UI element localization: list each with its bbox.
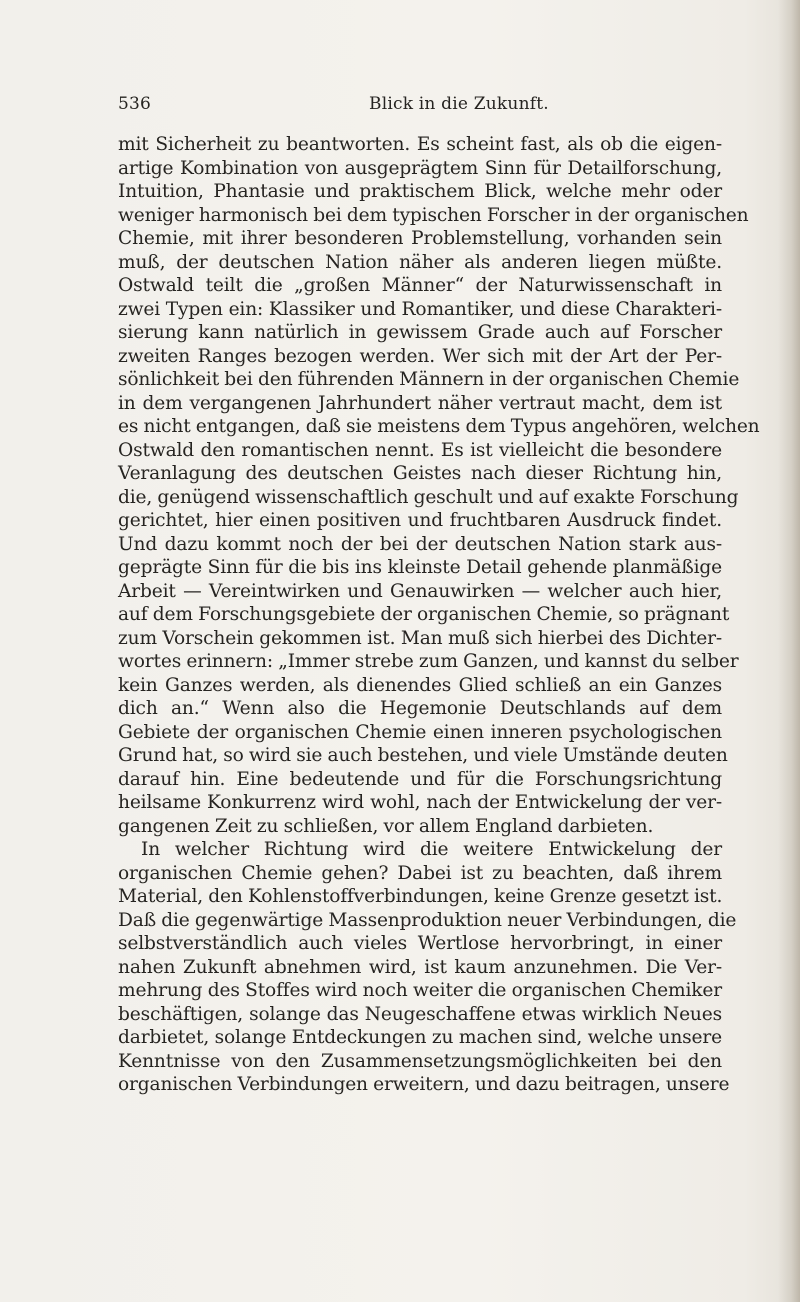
text-line: darbietet, solange Entdeckungen zu machen sind, welche unsere (118, 1027, 722, 1048)
running-head (118, 94, 722, 120)
text-line: Ostwald teilt die „großen Männer“ der Naturwissenschaft in (118, 275, 722, 296)
text-line: es nicht entgangen, daß sie meistens dem Typus angehören, welchen (118, 416, 760, 437)
text-line: heilsame Konkurrenz wird wohl, nach der Entwickelung der ver- (118, 792, 722, 813)
text-line: organischen Verbindungen erweitern, und dazu beitragen, unsere (118, 1074, 730, 1095)
text-line: dich an.“ Wenn also die Hegemonie Deutschlands auf dem (118, 698, 722, 719)
text-line: Kenntnisse von den Zusammensetzungsmöglichkeiten bei den (118, 1050, 722, 1072)
text-line: auf dem Forschungsgebiete der organischen Chemie, so prägnant (118, 604, 730, 625)
text-line: muß, der deutschen Nation näher als anderen liegen müßte. (118, 251, 722, 273)
text-line: in dem vergangenen Jahrhundert näher vertraut macht, dem ist (118, 392, 722, 414)
text-line: geprägte Sinn für die bis ins kleinste Detail gehende planmäßige (118, 557, 722, 578)
text-line: artige Kombination von ausgeprägtem Sinn für Detailforschung, (118, 157, 722, 179)
text-line: weniger harmonisch bei dem typischen Forscher in der organischen (118, 204, 749, 226)
text-line: mit Sicherheit zu beantworten. Es scheint fast, als ob die eigen- (118, 134, 722, 155)
text-line: Material, den Kohlenstoffverbindungen, keine Grenze gesetzt ist. (118, 886, 723, 907)
text-line: zum Vorschein gekommen ist. Man muß sich hierbei des Dichter- (118, 627, 722, 649)
text-line: Arbeit — Vereintwirken und Genauwirken — welcher auch hier, (118, 580, 722, 602)
body-text (118, 133, 760, 1097)
text-line: Gebiete der organischen Chemie einen inneren psychologischen (118, 721, 722, 743)
text-line: zwei Typen ein: Klassiker und Romantiker, und diese Charakteri- (118, 298, 722, 320)
page-edge-shadow (778, 0, 800, 1302)
text-line: sönlichkeit bei den führenden Männern in der organischen Chemie (118, 369, 740, 390)
text-line: kein Ganzes werden, als dienendes Glied schließ an ein Ganzes (118, 674, 722, 696)
text-line: Grund hat, so wird sie auch bestehen, und viele Umstände deuten (118, 745, 728, 766)
text-line: In welcher Richtung wird die weitere Entwickelung der (141, 839, 722, 860)
text-line: mehrung des Stoffes wird noch weiter die organischen Chemiker (118, 980, 722, 1001)
text-line: beschäftigen, solange das Neugeschaffene etwas wirklich Neues (118, 1003, 722, 1025)
text-line: organischen Chemie gehen? Dabei ist zu beachten, daß ihrem (118, 862, 722, 884)
text-line: nahen Zukunft abnehmen wird, ist kaum anzunehmen. Die Ver- (118, 956, 722, 978)
text-line: zweiten Ranges bezogen werden. Wer sich mit der Art der Per- (118, 345, 722, 367)
text-line: gerichtet, hier einen positiven und fruchtbaren Ausdruck findet. (118, 510, 722, 531)
text-line: Ostwald den romantischen nennt. Es ist vielleicht die besondere (118, 439, 722, 461)
text-line: Intuition, Phantasie und praktischem Blick, welche mehr oder (118, 181, 722, 202)
text-line: die, genügend wissenschaftlich geschult und auf exakte Forschung (118, 486, 739, 508)
text-line: Und dazu kommt noch der bei der deutschen Nation stark aus- (118, 533, 722, 555)
text-line: sierung kann natürlich in gewissem Grade auch auf Forscher (118, 322, 722, 343)
text-line: Veranlagung des deutschen Geistes nach dieser Richtung hin, (118, 463, 722, 484)
text-line: gangenen Zeit zu schließen, vor allem England darbieten. (118, 815, 654, 837)
text-line: darauf hin. Eine bedeutende und für die Forschungsrichtung (118, 768, 722, 790)
page-number: 536 (118, 94, 152, 114)
text-line: Daß die gegenwärtige Massenproduktion neuer Verbindungen, die (118, 909, 737, 931)
text-line: Chemie, mit ihrer besonderen Problemstellung, vorhanden sein (118, 228, 722, 249)
text-line: wortes erinnern: „Immer strebe zum Ganzen, und kannst du selber (118, 651, 739, 672)
running-title: Blick in die Zukunft. (369, 94, 549, 114)
text-line: selbstverständlich auch vieles Wertlose hervorbringt, in einer (118, 933, 722, 954)
